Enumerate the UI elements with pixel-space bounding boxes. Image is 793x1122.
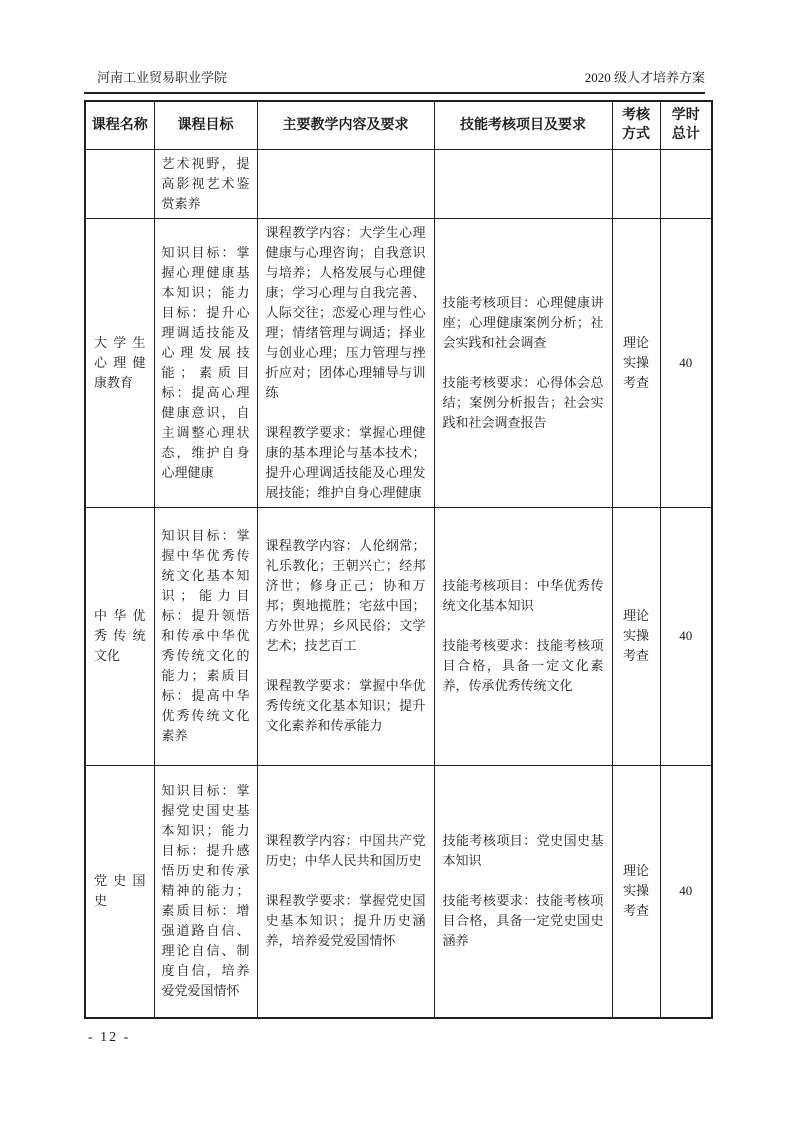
assessment-method-cell xyxy=(612,149,660,218)
header-teaching-content: 主要教学内容及要求 xyxy=(257,101,434,149)
course-table xyxy=(84,100,713,1019)
teaching-requirements-text: 课程教学要求：掌握心理健康的基本理论与基本技术；提升心理调适技能及心理发展技能；维护自身心理健康 xyxy=(265,424,426,500)
row-mental-health xyxy=(85,218,712,507)
course-name-cell: 中华优秀传统文化 xyxy=(85,507,154,765)
total-hours-cell: 40 xyxy=(660,765,712,1018)
course-name-cell: 党史国史 xyxy=(85,765,154,1018)
assessment-items-text: 技能考核项目：心理健康讲座；心理健康案例分析；社会实践和社会调查 xyxy=(442,294,604,350)
teaching-content-cell xyxy=(257,507,434,765)
course-objectives-cell: 知识目标：掌握党史国史基本知识；能力目标：提升感悟历史和传承精神的能力；素质目标：增强道路自信、理论自信、制度自信，培养爱党爱国情怀 xyxy=(154,765,257,1018)
assessment-method-cell: 理论实操考查 xyxy=(612,507,660,765)
total-hours-cell: 40 xyxy=(660,218,712,507)
header-course-name: 课程名称 xyxy=(85,101,154,149)
header-skill-assessment: 技能考核项目及要求 xyxy=(434,101,612,149)
teaching-content-cell xyxy=(257,765,434,1018)
total-hours-cell xyxy=(660,149,712,218)
header-course-objectives: 课程目标 xyxy=(154,101,257,149)
assessment-method-cell: 理论实操考查 xyxy=(612,218,660,507)
skill-assessment-cell xyxy=(434,218,612,507)
table-header-row xyxy=(85,101,712,149)
assessment-items-text: 技能考核项目：党史国史基本知识 xyxy=(442,833,604,869)
teaching-requirements-text: 课程教学要求：掌握中华优秀传统文化基本知识；提升文化素养和传承能力 xyxy=(265,678,426,733)
teaching-requirements-text: 课程教学要求：掌握党史国史基本知识；提升历史涵养，培养爱党爱国情怀 xyxy=(265,893,426,949)
assessment-requirements-text: 技能考核要求：技能考核项目合格，具备一定党史国史涵养 xyxy=(442,893,604,949)
header-total-hours: 学时总计 xyxy=(660,101,712,149)
row-carryover xyxy=(85,149,712,218)
assessment-method-cell: 理论实操考查 xyxy=(612,765,660,1018)
page-header xyxy=(84,70,705,94)
skill-assessment-cell xyxy=(434,507,612,765)
page-number: - 12 - xyxy=(88,1030,131,1045)
teaching-content-cell xyxy=(257,218,434,507)
course-name-cell xyxy=(85,149,154,218)
teaching-content-text: 课程教学内容：大学生心理健康与心理咨询；自我意识与培养；人格发展与心理健康；学习心理与自我完善、人际交往；恋爱心理与性心理；情绪管理与调适；择业与创业心理；压力管理与挫折应对；团体心理辅导与训练 xyxy=(265,224,426,400)
teaching-content-text: 课程教学内容：中国共产党历史；中华人民共和国历史 xyxy=(265,833,426,869)
header-plan-title: 2020 级人才培养方案 xyxy=(584,70,705,85)
total-hours-cell: 40 xyxy=(660,507,712,765)
course-name-cell: 大学生心理健康教育 xyxy=(85,218,154,507)
header-assessment-method: 考核方式 xyxy=(612,101,660,149)
skill-assessment-cell xyxy=(434,765,612,1018)
course-objectives-cell: 艺术视野，提高影视艺术鉴赏素养 xyxy=(154,149,257,218)
course-objectives-cell: 知识目标：掌握心理健康基本知识；能力目标：提升心理调适技能及心理发展技能；素质目标：提高心理健康意识，自主调整心理状态，维护自身心理健康 xyxy=(154,218,257,507)
assessment-requirements-text: 技能考核要求：技能考核项目合格，具备一定文化素养，传承优秀传统文化 xyxy=(442,638,604,693)
assessment-requirements-text: 技能考核要求：心得体会总结；案例分析报告；社会实践和社会调查报告 xyxy=(442,374,604,430)
skill-assessment-cell xyxy=(434,149,612,218)
course-objectives-cell: 知识目标：掌握中华优秀传统文化基本知识；能力目标：提升领悟和传承中华优秀传统文化的能力；素质目标：提高中华优秀传统文化素养 xyxy=(154,507,257,765)
assessment-items-text: 技能考核项目：中华优秀传统文化基本知识 xyxy=(442,578,604,613)
teaching-content-text: 课程教学内容：人伦纲常；礼乐教化；王朝兴亡；经邦济世；修身正己；协和万邦；舆地揽胜；宅兹中国；方外世界；乡风民俗；文学艺术；技艺百工 xyxy=(265,538,426,653)
row-traditional-culture xyxy=(85,507,712,765)
header-school-name: 河南工业贸易职业学院 xyxy=(97,70,228,85)
row-party-history xyxy=(85,765,712,1018)
teaching-content-cell xyxy=(257,149,434,218)
